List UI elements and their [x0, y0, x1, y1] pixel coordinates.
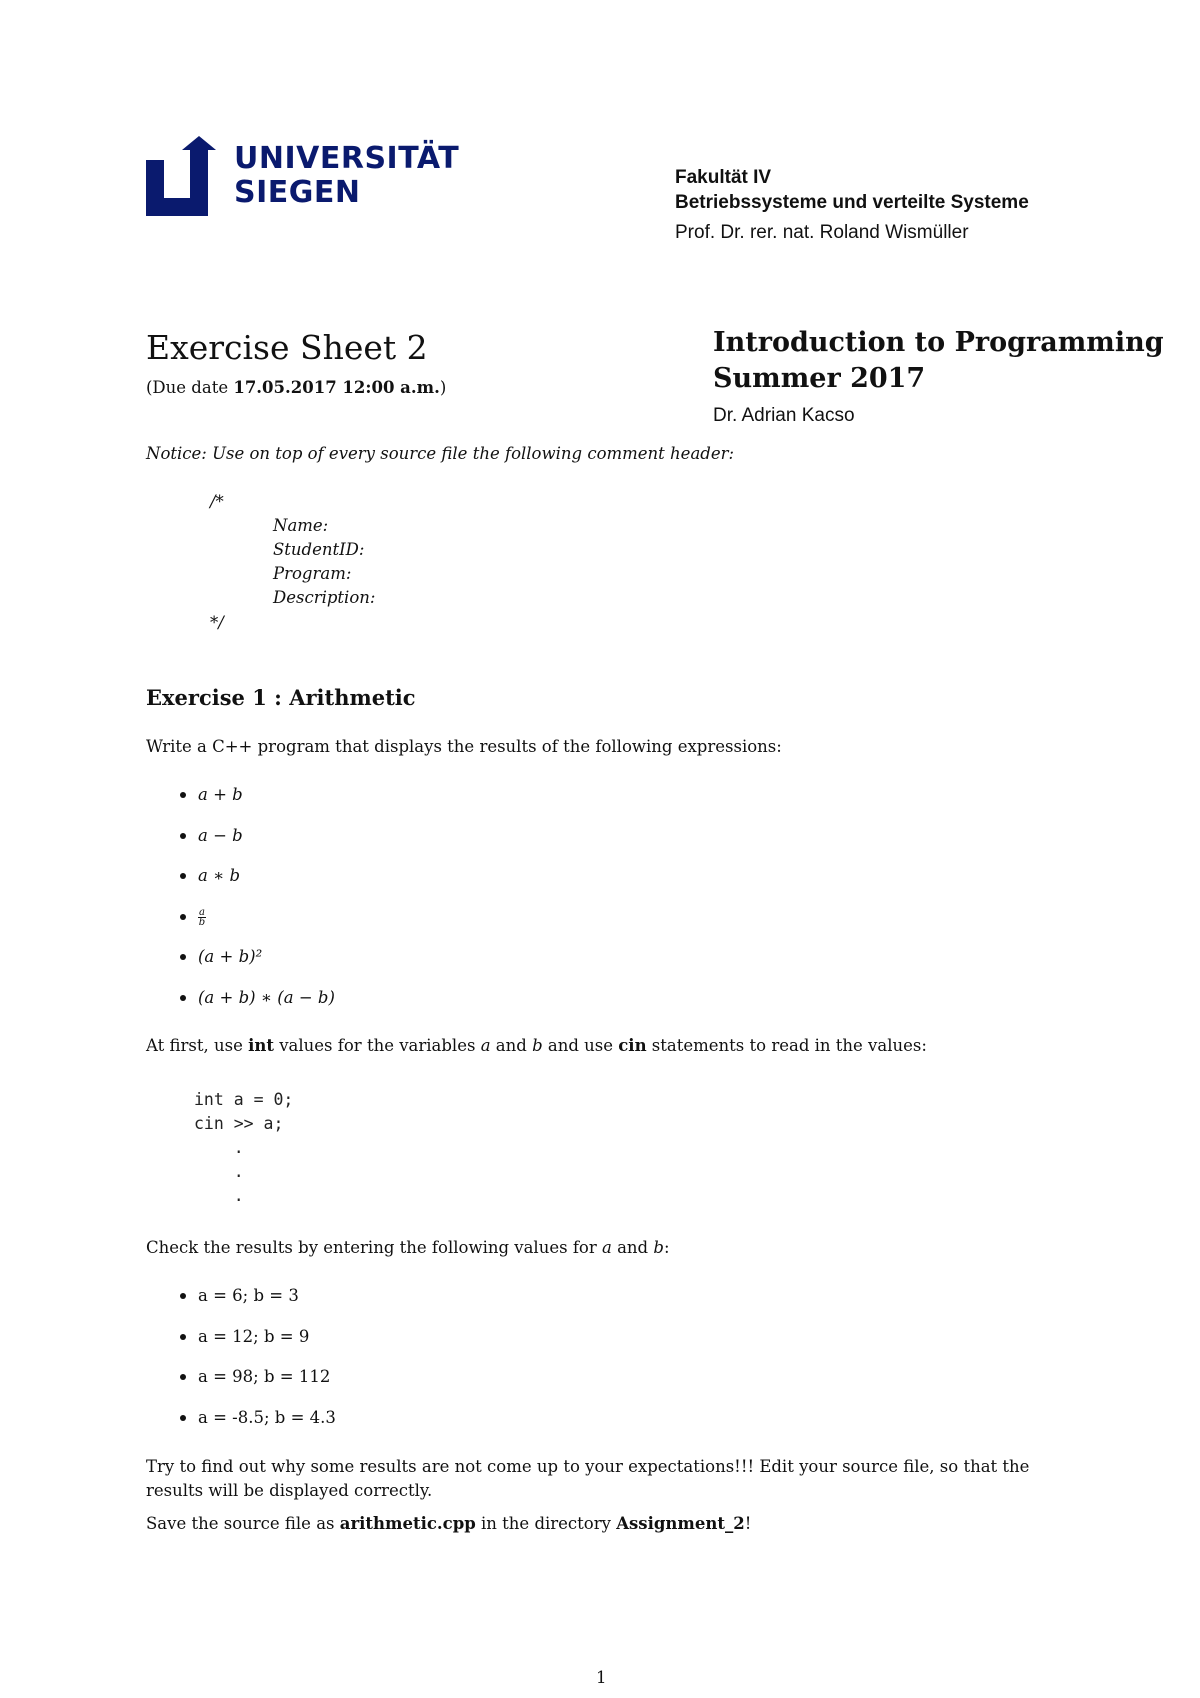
- file-name: arithmetic.cpp: [339, 1514, 476, 1533]
- university-logo: [146, 136, 460, 216]
- text-span: and: [490, 1036, 533, 1055]
- text-span: At first, use: [146, 1036, 249, 1055]
- text-span: and: [611, 1238, 654, 1257]
- due-date-prefix: (Due date: [146, 378, 234, 397]
- code-line-2: cin >> a;: [194, 1114, 284, 1133]
- expression-text: (a + b)²: [198, 947, 263, 966]
- text-span: Save the source file as: [146, 1514, 340, 1533]
- list-item: [146, 783, 746, 824]
- variable-a: a: [602, 1238, 612, 1257]
- variable-b: b: [653, 1238, 664, 1257]
- comment-close: */: [210, 613, 224, 632]
- keyword-int: int: [248, 1036, 274, 1055]
- due-date-value: 17.05.2017 12:00 a.m.: [233, 378, 440, 397]
- list-item: [146, 986, 746, 1027]
- logo-line-1: UNIVERSITÄT: [234, 141, 460, 176]
- save-instruction: [146, 1512, 751, 1536]
- university-emblem-icon: [146, 136, 226, 216]
- expression-text: a + b: [198, 785, 243, 804]
- directory-name: Assignment_2: [616, 1514, 745, 1533]
- comment-field-studentid: StudentID:: [273, 540, 365, 559]
- text-span: !: [744, 1514, 752, 1533]
- int-instruction: [146, 1034, 927, 1058]
- list-item: a = -8.5; b = 4.3: [146, 1406, 746, 1447]
- due-date-suffix: ): [439, 378, 447, 397]
- text-span: Check the results by entering the following values for: [146, 1238, 602, 1257]
- comment-field-name: Name:: [273, 516, 329, 535]
- due-date: [146, 376, 446, 400]
- lecturer-name: Dr. Adrian Kacso: [713, 405, 855, 426]
- page-title: Exercise Sheet 2: [146, 328, 428, 367]
- page-number: 1: [596, 1668, 607, 1687]
- list-item: [146, 905, 746, 946]
- text-span: statements to read in the values:: [646, 1036, 927, 1055]
- list-item: [146, 864, 746, 905]
- faculty-name: Fakultät IV: [675, 167, 772, 188]
- expression-list: [146, 783, 746, 1026]
- exercise-heading: Exercise 1 : Arithmetic: [146, 685, 416, 710]
- variable-a: a: [480, 1036, 491, 1055]
- course-term: Summer 2017: [713, 363, 926, 394]
- fraction-a-over-b: [198, 908, 206, 927]
- department-name: Betriebssysteme und verteilte Systeme: [675, 192, 1029, 213]
- list-item: a = 6; b = 3: [146, 1284, 746, 1325]
- code-line-5: .: [194, 1186, 244, 1205]
- code-line-1: int a = 0;: [194, 1090, 294, 1109]
- code-line-4: .: [194, 1162, 244, 1181]
- text-span: values for the variables: [273, 1036, 481, 1055]
- test-values-list: [146, 1284, 746, 1446]
- text-span: and use: [542, 1036, 619, 1055]
- fraction-denominator: b: [198, 916, 206, 928]
- expression-text: a ∗ b: [198, 866, 241, 885]
- fraction-numerator: a: [199, 906, 205, 918]
- list-item: [146, 945, 746, 986]
- logo-line-2: SIEGEN: [234, 175, 361, 210]
- code-block: [194, 1088, 293, 1208]
- text-span: in the directory: [475, 1514, 617, 1533]
- expression-text: a − b: [198, 825, 243, 845]
- code-line-3: .: [194, 1138, 244, 1157]
- comment-field-program: Program:: [273, 564, 352, 583]
- list-item: a = 12; b = 9: [146, 1325, 746, 1366]
- variable-b: b: [532, 1036, 543, 1055]
- comment-open: /*: [210, 492, 224, 511]
- comment-field-description: Description:: [273, 588, 376, 607]
- course-name: Introduction to Programming: [713, 327, 1164, 358]
- check-instruction: [146, 1236, 670, 1260]
- list-item: [146, 824, 746, 865]
- expression-text: (a + b) ∗ (a − b): [198, 987, 335, 1007]
- text-span: :: [663, 1238, 670, 1257]
- list-item: a = 98; b = 112: [146, 1365, 746, 1406]
- notice-text: Notice: Use on top of every source file the following comment header:: [146, 444, 735, 463]
- keyword-cin: cin: [618, 1036, 647, 1055]
- try-paragraph: Try to find out why some results are not come up to your expectations!!! Edit your source file, so that the results will be displayed correctly.: [146, 1457, 1030, 1500]
- exercise-intro: Write a C++ program that displays the results of the following expressions:: [146, 737, 782, 756]
- professor-name: Prof. Dr. rer. nat. Roland Wismüller: [675, 222, 969, 243]
